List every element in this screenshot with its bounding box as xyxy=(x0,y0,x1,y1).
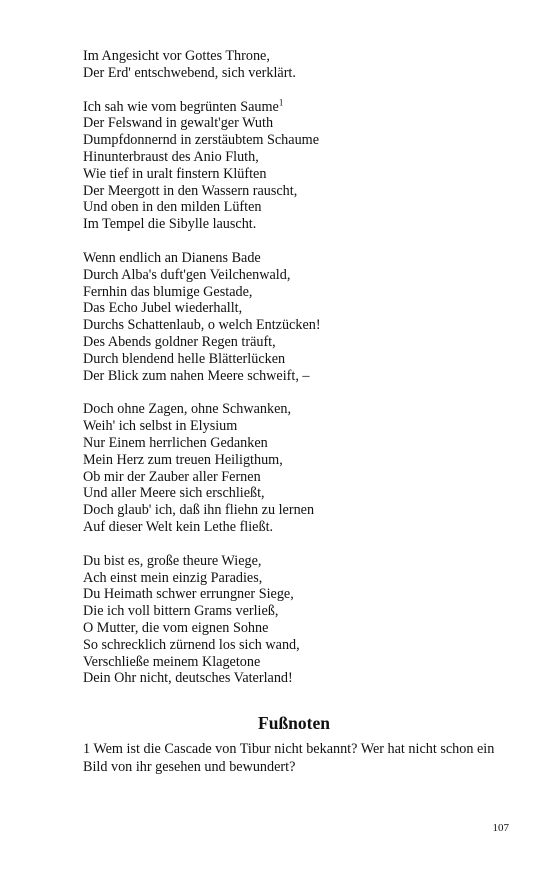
stanza xyxy=(83,250,513,384)
poem-line: Im Angesicht vor Gottes Throne, xyxy=(83,48,270,64)
poem-line: Der Felswand in gewalt'ger Wuth xyxy=(83,115,274,132)
poem-line: Doch glaub' ich, daß ihn fliehn zu lernen xyxy=(83,502,315,519)
stanza xyxy=(83,401,513,535)
poem-line: Dumpfdonnernd in zerstäubtem Schaume xyxy=(83,132,319,149)
poem-line: Dein Ohr nicht, deutsches Vaterland! xyxy=(83,670,293,687)
poem-line: Du Heimath schwer errungner Siege, xyxy=(83,586,294,603)
poem-line: Des Abends goldner Regen träuft, xyxy=(83,333,276,350)
poem-line: Fernhin das blumige Gestade, xyxy=(83,283,253,300)
poem-line: Wie tief in uralt finstern Klüften xyxy=(83,165,267,182)
page-number: 107 xyxy=(492,822,509,834)
poem-line: Und aller Meere sich erschließt, xyxy=(83,485,265,502)
poem-line: O Mutter, die vom eignen Sohne xyxy=(83,619,269,636)
poem-line: Der Meergott in den Wassern rauscht, xyxy=(83,182,298,199)
footnotes-heading: Fußnoten xyxy=(258,713,330,733)
poem-line: Auf dieser Welt kein Lethe fließt. xyxy=(83,518,274,535)
poem-line-text: Ich sah wie vom begrünten Saume xyxy=(83,98,279,115)
poem-line: Das Echo Jubel wiederhallt, xyxy=(83,300,243,317)
poem-line: Nur Einem herrlichen Gedanken xyxy=(83,434,268,451)
poem-line: So schrecklich zürnend los sich wand, xyxy=(83,636,300,653)
poem-line: Und oben in den milden Lüften xyxy=(83,199,262,216)
poem-line: Der Erd' entschwebend, sich verklärt. xyxy=(83,64,296,81)
poem-line: Der Blick zum nahen Meere schweift, – xyxy=(83,367,310,384)
poem-line: Die ich voll bittern Grams verließ, xyxy=(83,603,279,620)
poem-line: Hinunterbraust des Anio Fluth, xyxy=(83,148,259,165)
poem-line: Weih' ich selbst in Elysium xyxy=(83,418,238,435)
poem-line: Du bist es, große theure Wiege, xyxy=(83,552,262,569)
poem-line: Durchs Schattenlaub, o welch Entzücken! xyxy=(83,317,321,334)
poem-line: Mein Herz zum treuen Heiligthum, xyxy=(83,451,283,468)
poem-line xyxy=(83,96,513,116)
stanza xyxy=(83,96,513,233)
poem-line: Im Tempel die Sibylle lauscht. xyxy=(83,216,257,233)
poem-line: Ob mir der Zauber aller Fernen xyxy=(83,468,261,485)
poem-line: Durch blendend helle Blätterlücken xyxy=(83,350,286,367)
poem-line: Verschließe meinem Klagetone xyxy=(83,653,261,670)
poem-line: Wenn endlich an Dianens Bade xyxy=(83,249,261,266)
poem-line: Durch Alba's duft'gen Veilchenwald, xyxy=(83,266,291,283)
stanza xyxy=(83,553,513,687)
stanza xyxy=(83,48,513,82)
poem-line: Doch ohne Zagen, ohne Schwanken, xyxy=(83,401,292,418)
footnote-reference[interactable]: 1 xyxy=(278,96,284,107)
footnote-text: 1 Wem ist die Cascade von Tibur nicht bekannt? Wer hat nicht schon ein Bild von ihr gesehen und bewundert? xyxy=(83,741,495,775)
poem xyxy=(83,48,513,704)
poem-line: Ach einst mein einzig Paradies, xyxy=(83,569,263,586)
